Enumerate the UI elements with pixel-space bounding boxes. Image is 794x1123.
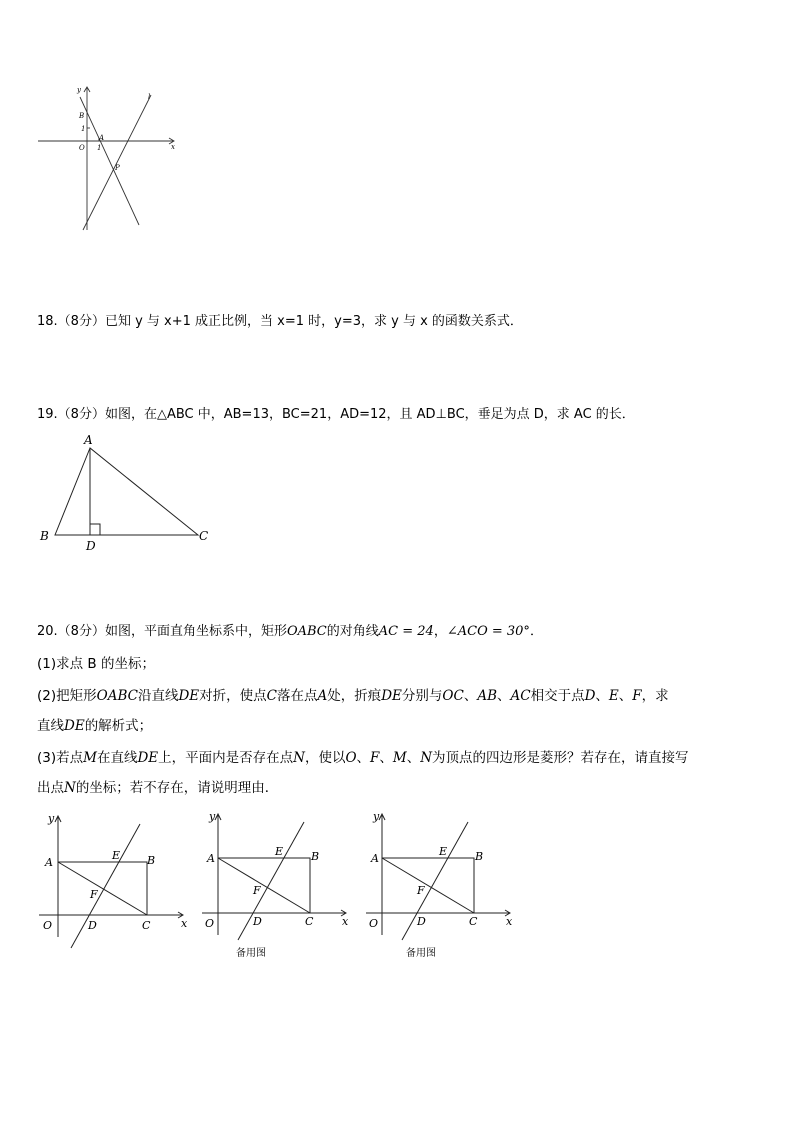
q20-end: ． bbox=[529, 624, 543, 639]
t: (2)把矩形 bbox=[37, 688, 97, 704]
fig-y: y bbox=[48, 812, 55, 825]
fig-x: x bbox=[342, 915, 349, 928]
t: 对折，使点 bbox=[199, 688, 267, 704]
fig17-b-label: B bbox=[79, 112, 85, 120]
t: 沿直线 bbox=[137, 688, 179, 704]
t: 的坐标；若不存在，请说明理由． bbox=[75, 780, 279, 796]
fig-f: F bbox=[90, 888, 98, 901]
fold-line-de bbox=[238, 822, 304, 940]
t: O bbox=[345, 750, 357, 766]
fig-a: A bbox=[45, 856, 53, 869]
q19-label-b: B bbox=[40, 529, 49, 543]
t: 相交于点 bbox=[530, 688, 585, 704]
backup-caption: 备用图 bbox=[236, 948, 266, 959]
fig-y: y bbox=[373, 810, 380, 823]
t: 在直线 bbox=[96, 750, 138, 766]
t: D bbox=[584, 688, 596, 704]
fig-d: D bbox=[253, 915, 262, 928]
q19-text: 如图，在△ABC 中，AB=13，BC=21，AD=12，且 AD⊥BC，垂足为点 D，求 AC 的长． bbox=[104, 407, 635, 422]
fig-o: O bbox=[205, 917, 215, 930]
t: 、 bbox=[497, 688, 511, 704]
fig17-y-label: y bbox=[77, 86, 81, 94]
diagonal-ac bbox=[218, 858, 310, 913]
q17-coordinate-figure bbox=[35, 85, 185, 235]
fig-a: A bbox=[207, 852, 215, 865]
t: (3)若点 bbox=[37, 750, 84, 766]
t: 分别与 bbox=[401, 688, 443, 704]
t: DE bbox=[178, 688, 200, 704]
fig-e: E bbox=[439, 845, 448, 858]
fig-c: C bbox=[305, 915, 314, 928]
t: AC bbox=[510, 688, 531, 704]
fig17-p-label: P bbox=[115, 164, 120, 172]
q20-part1 bbox=[37, 654, 155, 674]
fig17-one-y: 1 bbox=[81, 125, 86, 133]
t: N bbox=[64, 780, 76, 796]
t: 的解析式； bbox=[84, 718, 153, 734]
line-l bbox=[83, 95, 151, 230]
q20-figure-backup-2 bbox=[362, 810, 517, 965]
fig-d: D bbox=[88, 919, 97, 932]
t: 直线 bbox=[37, 718, 64, 734]
q20-part2-line2 bbox=[37, 716, 152, 736]
fig-y: y bbox=[209, 810, 216, 823]
t: A bbox=[317, 688, 328, 704]
triangle-abc bbox=[55, 448, 198, 535]
t: OABC bbox=[96, 688, 138, 704]
diagonal-ac bbox=[382, 858, 474, 913]
q19-triangle-figure bbox=[35, 428, 220, 553]
q20-figure-main bbox=[35, 812, 190, 954]
fig-o: O bbox=[43, 919, 53, 932]
t: ，求 bbox=[641, 688, 669, 704]
q19-number: 19.（8分） bbox=[37, 407, 105, 422]
fig-d: D bbox=[417, 915, 426, 928]
right-angle-mark bbox=[90, 524, 100, 535]
t: 、 bbox=[406, 750, 421, 766]
q20-part2-line1 bbox=[37, 686, 669, 706]
q20-number: 20.（8分） bbox=[37, 624, 105, 639]
fig-c: C bbox=[469, 915, 478, 928]
fig-a: A bbox=[371, 852, 379, 865]
fig-e: E bbox=[112, 849, 121, 862]
t: M bbox=[83, 750, 97, 766]
t: DE bbox=[137, 750, 159, 766]
t: C bbox=[266, 688, 277, 704]
t: N bbox=[420, 750, 433, 766]
t: ，使以 bbox=[304, 750, 346, 766]
t: DE bbox=[64, 718, 85, 734]
fig-b: B bbox=[475, 850, 484, 863]
q20-eq1: AC = 24 bbox=[378, 624, 434, 639]
t: 落在点 bbox=[276, 688, 318, 704]
t: N bbox=[293, 750, 305, 766]
fig-f: F bbox=[417, 884, 425, 897]
fig-x: x bbox=[181, 917, 188, 930]
t: M bbox=[392, 750, 407, 766]
q20-figure-backup-1 bbox=[198, 810, 353, 965]
q19-label-d: D bbox=[86, 539, 96, 553]
fig17-o-label: O bbox=[79, 144, 85, 152]
q20-eq2: ∠ACO = 30° bbox=[446, 624, 530, 639]
fold-line-de bbox=[71, 824, 140, 948]
q20-sep: ， bbox=[433, 624, 447, 639]
t: 出点 bbox=[37, 780, 64, 796]
fig-f: F bbox=[253, 884, 261, 897]
question-18 bbox=[37, 312, 523, 332]
q19-label-a: A bbox=[84, 433, 93, 447]
line-ab bbox=[80, 97, 139, 225]
fig-o: O bbox=[369, 917, 379, 930]
t: F bbox=[632, 688, 642, 704]
t: 处，折痕 bbox=[327, 688, 382, 704]
fig-c: C bbox=[142, 919, 151, 932]
fig-b: B bbox=[311, 850, 320, 863]
diagonal-ac bbox=[58, 862, 147, 915]
t: E bbox=[608, 688, 619, 704]
t: 、 bbox=[463, 688, 478, 704]
t: 上，平面内是否存在点 bbox=[158, 750, 294, 766]
fig-e: E bbox=[275, 845, 284, 858]
question-19 bbox=[37, 405, 635, 425]
t: 、 bbox=[595, 688, 609, 704]
t: 、 bbox=[356, 750, 371, 766]
q20-intro-b: 的对角线 bbox=[326, 624, 379, 639]
t: 、 bbox=[618, 688, 633, 704]
q19-label-c: C bbox=[199, 529, 209, 543]
t: OC bbox=[442, 688, 464, 704]
q18-text: 已知 y 与 x+1 成正比例，当 x=1 时，y=3，求 y 与 x 的函数关系式． bbox=[104, 314, 523, 329]
fig17-l-label: l bbox=[148, 93, 151, 101]
q20-part3-line1 bbox=[37, 748, 689, 768]
t: DE bbox=[381, 688, 402, 704]
t: F bbox=[370, 750, 380, 766]
q20-part1-text: (1)求点 B 的坐标； bbox=[37, 656, 155, 672]
fig17-a-label: A bbox=[99, 134, 105, 142]
q20-intro-a: 如图，平面直角坐标系中，矩形 bbox=[104, 624, 287, 639]
fig-x: x bbox=[506, 915, 513, 928]
fig-b: B bbox=[147, 854, 156, 867]
fig17-one-x: 1 bbox=[97, 144, 102, 152]
t: AB bbox=[477, 688, 497, 704]
backup-caption: 备用图 bbox=[406, 948, 436, 959]
q20-part3-line2 bbox=[37, 778, 278, 798]
q20-rect: OABC bbox=[286, 624, 327, 639]
fig17-x-label: x bbox=[171, 143, 175, 151]
question-20 bbox=[37, 622, 543, 642]
t: 为顶点的四边形是菱形？若存在，请直接写 bbox=[432, 750, 689, 766]
fold-line-de bbox=[402, 822, 468, 940]
q18-number: 18.（8分） bbox=[37, 314, 105, 329]
t: 、 bbox=[379, 750, 393, 766]
